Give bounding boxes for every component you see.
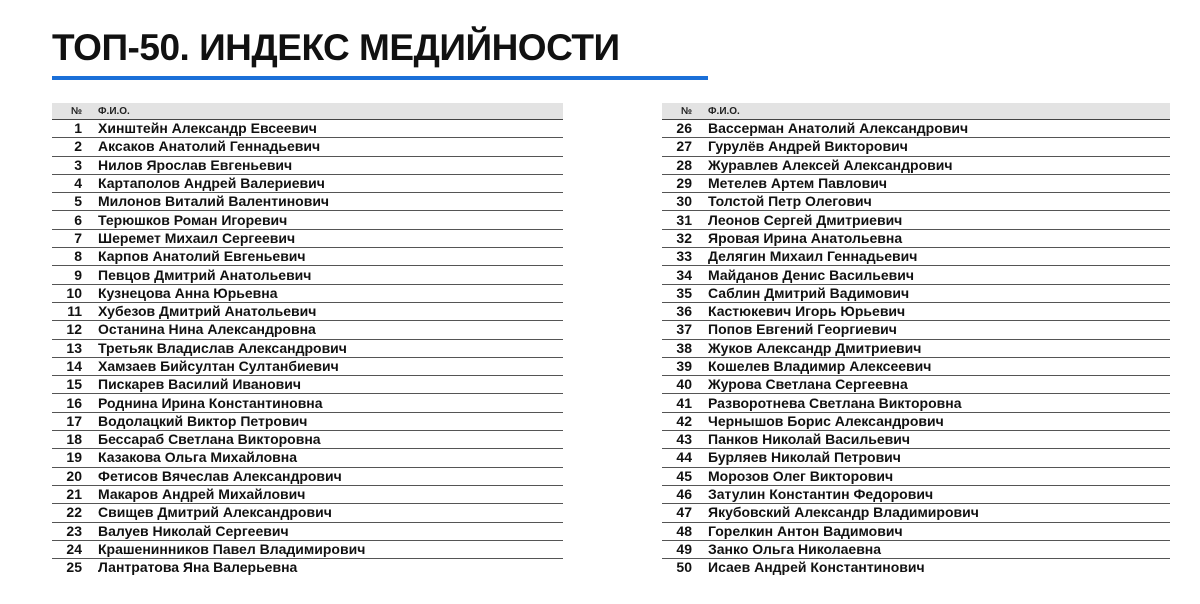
table-row [52,376,563,394]
person-name: Занко Ольга Николаевна [696,540,1170,558]
person-name: Крашенинников Павел Владимирович [86,540,563,558]
table-row [52,138,563,156]
person-name: Валуев Николай Сергеевич [86,522,563,540]
rank-number: 38 [662,339,696,357]
rank-number: 32 [662,229,696,247]
table-row [662,449,1170,467]
rank-number: 43 [662,431,696,449]
rank-number: 11 [52,302,86,320]
table-row [52,229,563,247]
person-name: Попов Евгений Георгиевич [696,321,1170,339]
person-name: Кузнецова Анна Юрьевна [86,284,563,302]
rank-number: 5 [52,193,86,211]
rank-number: 9 [52,266,86,284]
rank-number: 6 [52,211,86,229]
rank-number: 2 [52,138,86,156]
rank-number: 45 [662,467,696,485]
person-name: Роднина Ирина Константиновна [86,394,563,412]
person-name: Вассерман Анатолий Александрович [696,120,1170,138]
rank-number: 1 [52,120,86,138]
person-name: Хамзаев Бийсултан Султанбиевич [86,357,563,375]
table-row [52,357,563,375]
table-row [662,156,1170,174]
table-row [662,174,1170,192]
rank-number: 41 [662,394,696,412]
person-name: Свищев Дмитрий Александрович [86,504,563,522]
table-row [52,449,563,467]
person-name: Чернышов Борис Александрович [696,412,1170,430]
rank-number: 10 [52,284,86,302]
person-name: Жуков Александр Дмитриевич [696,339,1170,357]
rank-number: 15 [52,376,86,394]
table-row [52,266,563,284]
rank-number: 26 [662,120,696,138]
rank-number: 29 [662,174,696,192]
person-name: Фетисов Вячеслав Александрович [86,467,563,485]
person-name: Якубовский Александр Владимирович [696,504,1170,522]
table-body-right [662,120,1170,577]
person-name: Леонов Сергей Дмитриевич [696,211,1170,229]
rank-number: 39 [662,357,696,375]
person-name: Затулин Константин Федорович [696,485,1170,503]
person-name: Гурулёв Андрей Викторович [696,138,1170,156]
header-name: Ф.И.О. [86,103,563,120]
table-row [52,394,563,412]
person-name: Исаев Андрей Константинович [708,559,925,576]
table-row [662,229,1170,247]
header-number: № [52,103,86,120]
rank-number: 42 [662,412,696,430]
rank-number: 48 [662,522,696,540]
rank-number: 16 [52,394,86,412]
table-row [52,284,563,302]
person-name: Пискарев Василий Иванович [86,376,563,394]
person-name: Бессараб Светлана Викторовна [86,431,563,449]
person-name: Певцов Дмитрий Анатольевич [86,266,563,284]
table-row [662,376,1170,394]
rank-number: 46 [662,485,696,503]
table-row [662,302,1170,320]
person-name: Хинштейн Александр Евсеевич [86,120,563,138]
table-row [52,412,563,430]
rank-number: 13 [52,339,86,357]
person-name: Лантратова Яна Валерьевна [98,559,298,576]
rank-number: 3 [52,156,86,174]
rank-number: 7 [52,229,86,247]
table-row [662,504,1170,522]
rank-number: 20 [52,467,86,485]
table-row [662,193,1170,211]
table-row [662,559,1170,577]
rank-number: 14 [52,357,86,375]
rank-number: 17 [52,412,86,430]
person-name: Яровая Ирина Анатольевна [696,229,1170,247]
table-row [52,559,563,577]
person-name: Толстой Петр Олегович [696,193,1170,211]
table-row [662,540,1170,558]
rank-number: 47 [662,504,696,522]
rank-number: 12 [52,321,86,339]
person-name: Нилов Ярослав Евгеньевич [86,156,563,174]
table-row [662,412,1170,430]
person-name: Панков Николай Васильевич [696,431,1170,449]
person-name: Журова Светлана Сергеевна [696,376,1170,394]
person-name: Картаполов Андрей Валериевич [86,174,563,192]
rank-number: 37 [662,321,696,339]
table-row [52,467,563,485]
person-name: Разворотнева Светлана Викторовна [696,394,1170,412]
rank-number: 36 [662,302,696,320]
ranking-table-right [662,103,1170,576]
person-name: Метелев Артем Павлович [696,174,1170,192]
person-name: Кошелев Владимир Алексеевич [696,357,1170,375]
table-header-row [662,103,1170,120]
person-name: Хубезов Дмитрий Анатольевич [86,302,563,320]
header-number: № [662,103,696,120]
person-name: Морозов Олег Викторович [696,467,1170,485]
title-underline [52,76,708,80]
table-row [52,156,563,174]
table-row [52,540,563,558]
table-row [662,522,1170,540]
rank-number: 28 [662,156,696,174]
rank-number: 30 [662,193,696,211]
rank-number: 25 [66,559,82,576]
rank-number: 19 [52,449,86,467]
rank-number: 44 [662,449,696,467]
person-name: Макаров Андрей Михайлович [86,485,563,503]
table-row [662,138,1170,156]
table-row [52,120,563,138]
rank-number: 21 [52,485,86,503]
table-row [662,431,1170,449]
person-name: Милонов Виталий Валентинович [86,193,563,211]
table-row [662,266,1170,284]
rank-number: 50 [676,559,692,576]
table-row [52,174,563,192]
person-name: Аксаков Анатолий Геннадьевич [86,138,563,156]
table-row [52,339,563,357]
table-row [52,485,563,503]
rank-number: 49 [662,540,696,558]
table-row [662,284,1170,302]
table-row [52,248,563,266]
rank-number: 23 [52,522,86,540]
person-name: Карпов Анатолий Евгеньевич [86,248,563,266]
table-body-left [52,120,563,577]
table-row [52,211,563,229]
rank-number: 24 [52,540,86,558]
header-name: Ф.И.О. [696,103,1170,120]
page-title: ТОП-50. ИНДЕКС МЕДИЙНОСТИ [52,27,620,68]
table-row [662,357,1170,375]
table-row [662,120,1170,138]
table-row [662,248,1170,266]
table-row [52,504,563,522]
person-name: Третьяк Владислав Александрович [86,339,563,357]
table-row [52,193,563,211]
person-name: Майданов Денис Васильевич [696,266,1170,284]
rank-number: 4 [52,174,86,192]
rank-number: 18 [52,431,86,449]
person-name: Горелкин Антон Вадимович [696,522,1170,540]
rank-number: 35 [662,284,696,302]
table-row [52,321,563,339]
table-row [52,302,563,320]
person-name: Журавлев Алексей Александрович [696,156,1170,174]
table-row [662,485,1170,503]
person-name: Кастюкевич Игорь Юрьевич [696,302,1170,320]
person-name: Водолацкий Виктор Петрович [86,412,563,430]
rank-number: 22 [52,504,86,522]
rank-number: 33 [662,248,696,266]
table-row [662,467,1170,485]
rank-number: 8 [52,248,86,266]
table-row [662,394,1170,412]
person-name: Останина Нина Александровна [86,321,563,339]
rank-number: 34 [662,266,696,284]
rank-number: 40 [662,376,696,394]
table-row [662,339,1170,357]
table-row [662,321,1170,339]
person-name: Терюшков Роман Игоревич [86,211,563,229]
person-name: Шеремет Михаил Сергеевич [86,229,563,247]
table-row [52,431,563,449]
table-row [662,211,1170,229]
person-name: Делягин Михаил Геннадьевич [696,248,1170,266]
rank-number: 27 [662,138,696,156]
table-header-row [52,103,563,120]
person-name: Казакова Ольга Михайловна [86,449,563,467]
ranking-table-left [52,103,563,576]
rank-number: 31 [662,211,696,229]
person-name: Саблин Дмитрий Вадимович [696,284,1170,302]
table-row [52,522,563,540]
person-name: Бурляев Николай Петрович [696,449,1170,467]
